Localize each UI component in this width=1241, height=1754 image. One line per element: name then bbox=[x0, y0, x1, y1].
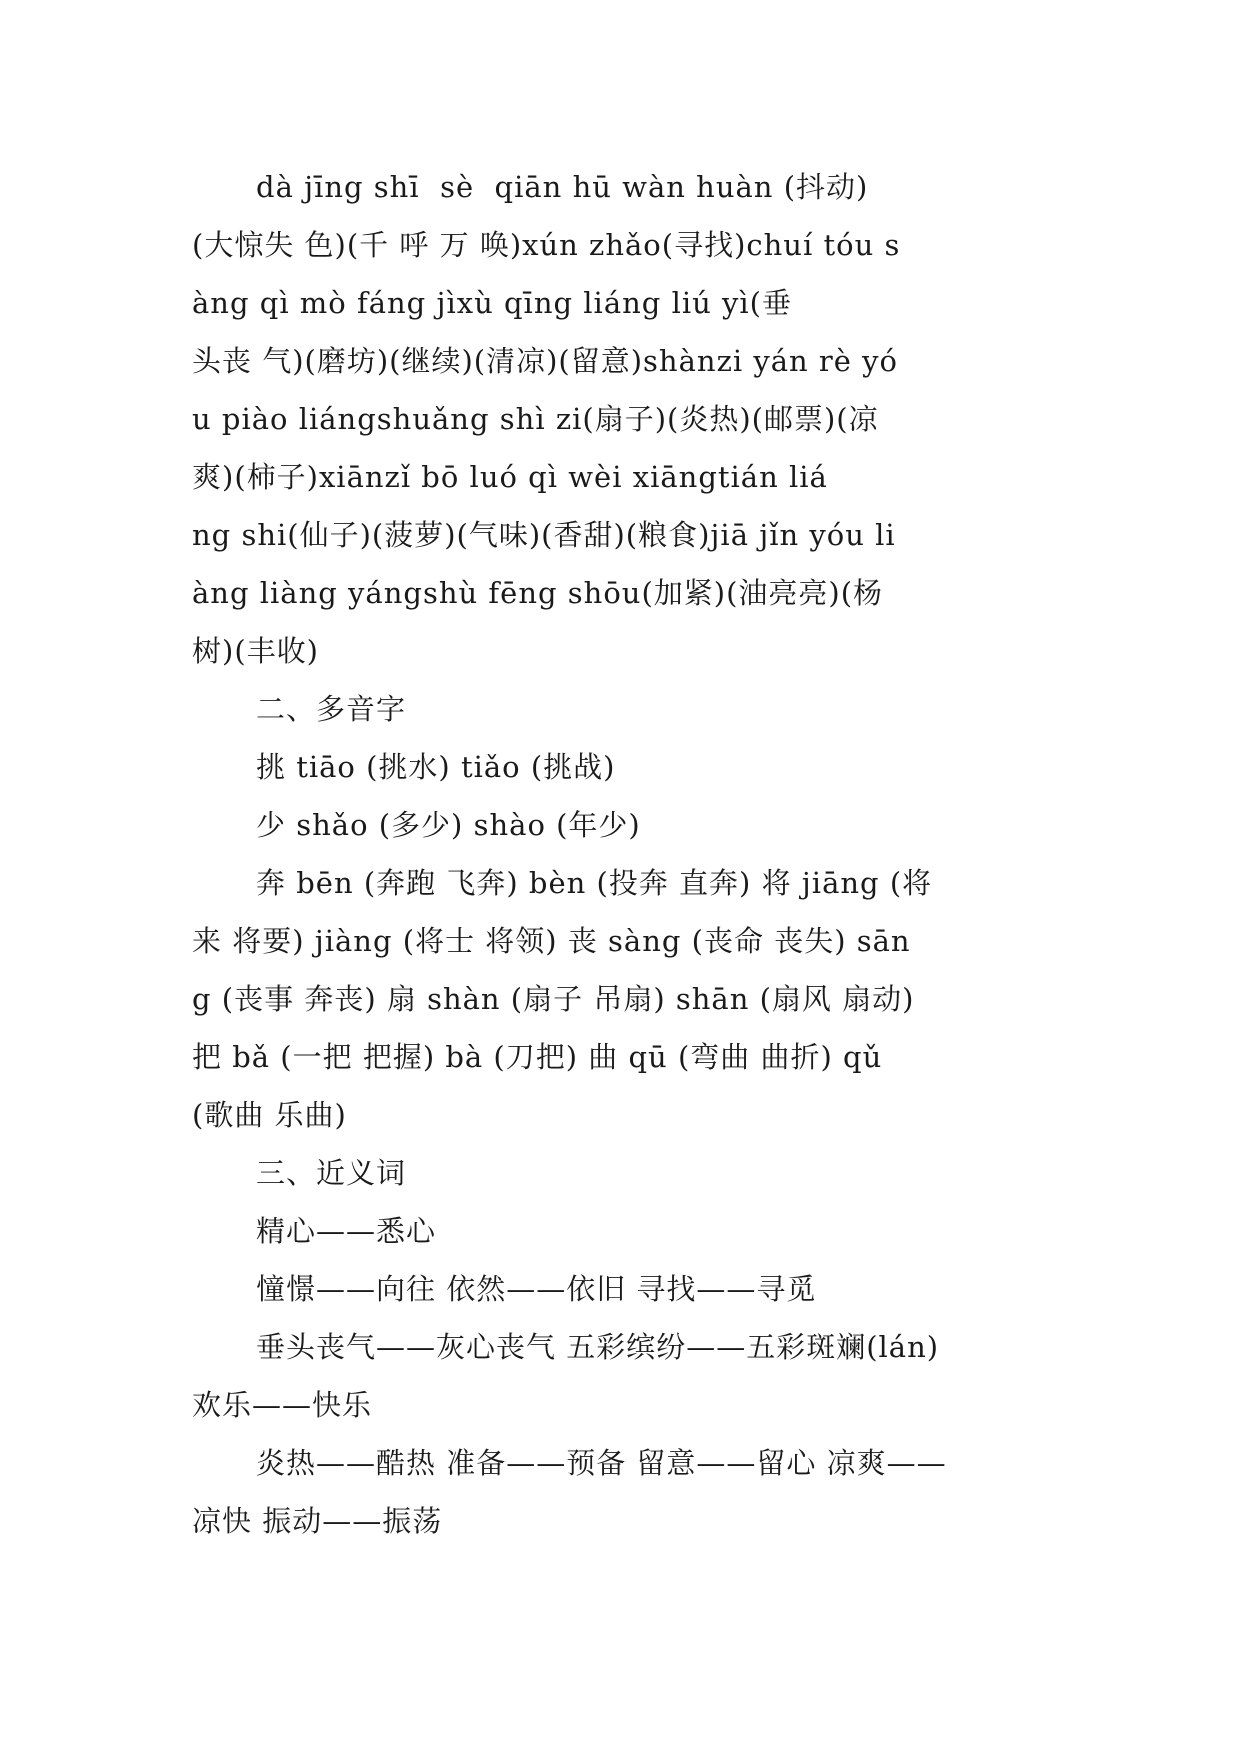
text-line: 树)(丰收) bbox=[192, 634, 319, 668]
text-line: 垂头丧气——灰心丧气 五彩缤纷——五彩斑斓(lán) bbox=[256, 1330, 940, 1364]
text-line: 挑 tiāo (挑水) tiǎo (挑战) bbox=[256, 750, 616, 784]
text-line: 欢乐——快乐 bbox=[192, 1388, 373, 1422]
text-line: 少 shǎo (多少) shào (年少) bbox=[256, 808, 641, 842]
text-line: 憧憬——向往 依然——依旧 寻找——寻觅 bbox=[256, 1272, 817, 1306]
document-body bbox=[192, 158, 1054, 1550]
text-line: ng shi(仙子)(菠萝)(气味)(香甜)(粮食)jiā jǐn yóu li bbox=[192, 518, 896, 552]
text-line: 凉快 振动——振荡 bbox=[192, 1504, 443, 1538]
text-line: 奔 bēn (奔跑 飞奔) bèn (投奔 直奔) 将 jiāng (将 bbox=[256, 866, 933, 900]
text-line: àng qì mò fáng jìxù qīng liáng liú yì(垂 bbox=[192, 286, 792, 320]
text-line: g (丧事 奔丧) 扇 shàn (扇子 吊扇) shān (扇风 扇动) bbox=[192, 982, 915, 1016]
text-line: dà jīng shī sè qiān hū wàn huàn (抖动) bbox=[256, 170, 869, 204]
text-line: u piào liángshuǎng shì zi(扇子)(炎热)(邮票)(凉 bbox=[192, 402, 879, 436]
text-line: (大惊失 色)(千 呼 万 唤)xún zhǎo(寻找)chuí tóu s bbox=[192, 228, 901, 262]
text-line: 炎热——酷热 准备——预备 留意——留心 凉爽—— bbox=[256, 1446, 947, 1480]
text-line: 爽)(柿子)xiānzǐ bō luó qì wèi xiāngtián liá bbox=[192, 460, 828, 494]
text-line: àng liàng yángshù fēng shōu(加紧)(油亮亮)(杨 bbox=[192, 576, 884, 610]
text-line: (歌曲 乐曲) bbox=[192, 1098, 347, 1132]
section-heading-polyphonic: 二、多音字 bbox=[256, 692, 407, 726]
text-line: 来 将要) jiàng (将士 将领) 丧 sàng (丧命 丧失) sān bbox=[192, 924, 911, 958]
section-heading-synonyms: 三、近义词 bbox=[256, 1156, 407, 1190]
text-line: 把 bǎ (一把 把握) bà (刀把) 曲 qū (弯曲 曲折) qǔ bbox=[192, 1040, 883, 1074]
text-line: 精心——悉心 bbox=[256, 1214, 437, 1248]
text-line: 头丧 气)(磨坊)(继续)(清凉)(留意)shànzi yán rè yó bbox=[192, 344, 898, 378]
